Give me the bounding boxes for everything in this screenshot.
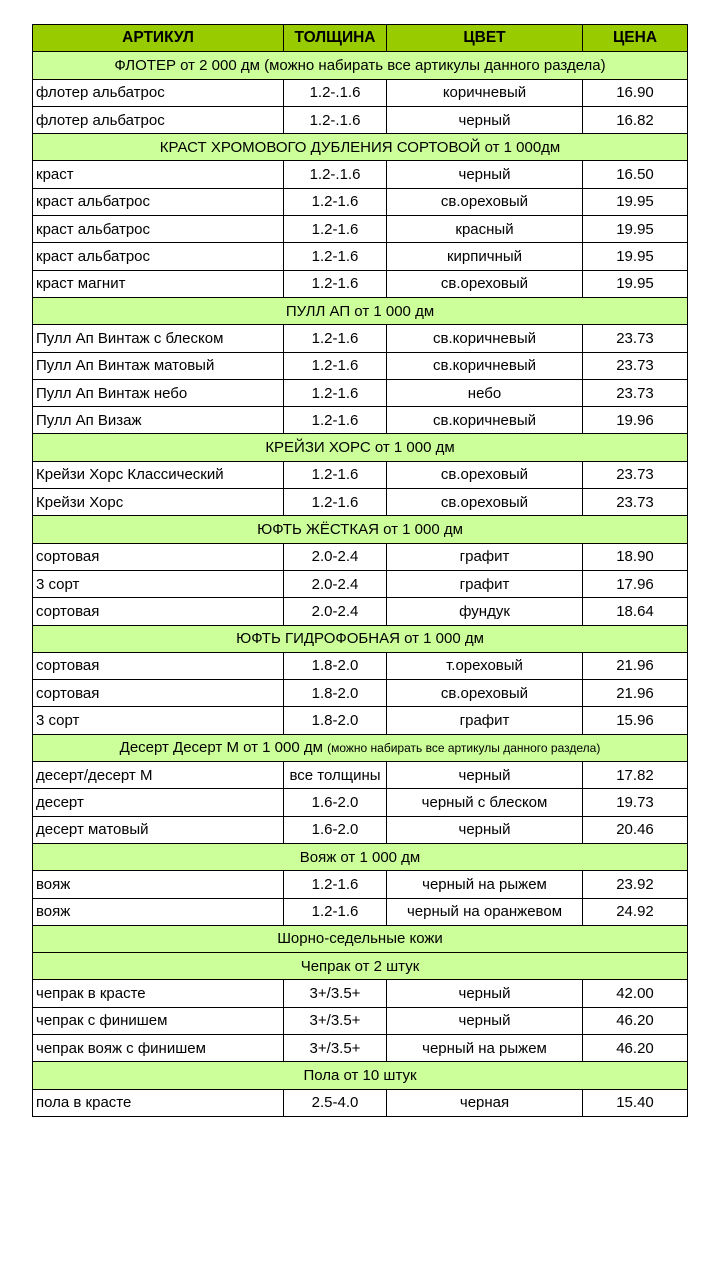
article-cell: краст магнит <box>33 270 284 297</box>
section-title <box>33 843 688 870</box>
price-cell: 23.73 <box>583 325 688 352</box>
price-cell: 17.82 <box>583 762 688 789</box>
thickness-cell: 1.2-1.6 <box>284 407 387 434</box>
section-header-row <box>33 1062 688 1089</box>
table-row <box>33 243 688 270</box>
table-row <box>33 762 688 789</box>
section-header-row <box>33 734 688 761</box>
thickness-cell: 1.2-.1.6 <box>284 161 387 188</box>
thickness-cell: 1.2-1.6 <box>284 379 387 406</box>
price-cell: 21.96 <box>583 652 688 679</box>
color-cell: св.коричневый <box>387 325 583 352</box>
section-header-row <box>33 516 688 543</box>
thickness-cell: 1.2-.1.6 <box>284 79 387 106</box>
thickness-cell: 1.2-1.6 <box>284 898 387 925</box>
section-title <box>33 625 688 652</box>
article-cell: Крейзи Хорс <box>33 489 284 516</box>
price-cell: 23.92 <box>583 871 688 898</box>
color-cell: черная <box>387 1089 583 1116</box>
section-title-text: КРАСТ ХРОМОВОГО ДУБЛЕНИЯ СОРТОВОЙ от 1 000дм <box>159 138 561 156</box>
article-cell: сортовая <box>33 652 284 679</box>
section-title-text: Шорно-седельные кожи <box>277 930 443 948</box>
table-row <box>33 789 688 816</box>
section-title <box>33 734 688 761</box>
thickness-cell: 1.2-.1.6 <box>284 106 387 133</box>
color-cell: св.ореховый <box>387 270 583 297</box>
table-row <box>33 161 688 188</box>
color-cell: черный с блеском <box>387 789 583 816</box>
section-title <box>33 52 688 79</box>
price-cell: 16.82 <box>583 106 688 133</box>
table-row <box>33 1007 688 1034</box>
article-cell: Крейзи Хорс Классический <box>33 461 284 488</box>
color-cell: св.ореховый <box>387 461 583 488</box>
section-title-text: ЮФТЬ ГИДРОФОБНАЯ от 1 000 дм <box>236 630 484 648</box>
color-cell: черный <box>387 1007 583 1034</box>
section-title-text: КРЕЙЗИ ХОРС от 1 000 дм <box>265 439 455 457</box>
article-cell: краст <box>33 161 284 188</box>
section-header-row <box>33 953 688 980</box>
section-title-text: Пола от 10 штук <box>303 1066 417 1084</box>
table-row <box>33 816 688 843</box>
section-header-row <box>33 134 688 161</box>
section-title-text: Вояж от 1 000 дм <box>299 848 421 866</box>
price-cell: 19.95 <box>583 188 688 215</box>
article-cell: вояж <box>33 871 284 898</box>
article-cell: Пулл Ап Винтаж с блеском <box>33 325 284 352</box>
section-title-text: Чепрак от 2 штук <box>300 957 420 975</box>
table-row <box>33 980 688 1007</box>
color-cell: коричневый <box>387 79 583 106</box>
price-cell: 15.96 <box>583 707 688 734</box>
section-header-row <box>33 625 688 652</box>
price-cell: 18.64 <box>583 598 688 625</box>
article-cell: чепрак с финишем <box>33 1007 284 1034</box>
price-cell: 19.96 <box>583 407 688 434</box>
thickness-cell: 1.2-1.6 <box>284 325 387 352</box>
article-cell: флотер альбатрос <box>33 106 284 133</box>
price-cell: 46.20 <box>583 1034 688 1061</box>
article-cell: чепрак вояж с финишем <box>33 1034 284 1061</box>
thickness-cell: 3+/3.5+ <box>284 1007 387 1034</box>
article-cell: флотер альбатрос <box>33 79 284 106</box>
table-row <box>33 1034 688 1061</box>
color-cell: графит <box>387 543 583 570</box>
color-cell: т.ореховый <box>387 652 583 679</box>
price-cell: 19.95 <box>583 270 688 297</box>
color-cell: черный <box>387 980 583 1007</box>
table-row <box>33 570 688 597</box>
thickness-cell: 3+/3.5+ <box>284 980 387 1007</box>
thickness-cell: 1.2-1.6 <box>284 461 387 488</box>
article-cell: десерт <box>33 789 284 816</box>
table-row <box>33 1089 688 1116</box>
article-cell: 3 сорт <box>33 707 284 734</box>
thickness-cell: 1.8-2.0 <box>284 707 387 734</box>
article-cell: чепрак в красте <box>33 980 284 1007</box>
thickness-cell: 1.2-1.6 <box>284 489 387 516</box>
article-cell: краст альбатрос <box>33 188 284 215</box>
section-title <box>33 516 688 543</box>
color-cell: черный на оранжевом <box>387 898 583 925</box>
header-color: ЦВЕТ <box>387 25 583 52</box>
color-cell: черный <box>387 816 583 843</box>
section-title <box>33 297 688 324</box>
price-cell: 16.90 <box>583 79 688 106</box>
thickness-cell: 1.6-2.0 <box>284 816 387 843</box>
section-header-row <box>33 843 688 870</box>
thickness-cell: 1.6-2.0 <box>284 789 387 816</box>
table-row <box>33 543 688 570</box>
table-row <box>33 461 688 488</box>
color-cell: кирпичный <box>387 243 583 270</box>
price-cell: 23.73 <box>583 461 688 488</box>
thickness-cell: 2.0-2.4 <box>284 543 387 570</box>
section-note: (можно набирать все артикулы данного раздела) <box>327 741 601 756</box>
section-title-text: Десерт Десерт М от 1 000 дм <box>119 739 328 757</box>
price-cell: 21.96 <box>583 680 688 707</box>
color-cell: св.ореховый <box>387 489 583 516</box>
table-row <box>33 652 688 679</box>
table-row <box>33 106 688 133</box>
table-row <box>33 898 688 925</box>
price-cell: 19.73 <box>583 789 688 816</box>
thickness-cell: 1.2-1.6 <box>284 352 387 379</box>
price-cell: 19.95 <box>583 243 688 270</box>
article-cell: краст альбатрос <box>33 243 284 270</box>
thickness-cell: 2.0-2.4 <box>284 598 387 625</box>
thickness-cell: 1.8-2.0 <box>284 680 387 707</box>
article-cell: десерт матовый <box>33 816 284 843</box>
section-title <box>33 1062 688 1089</box>
table-row <box>33 871 688 898</box>
thickness-cell: 1.2-1.6 <box>284 270 387 297</box>
table-row <box>33 707 688 734</box>
price-cell: 24.92 <box>583 898 688 925</box>
color-cell: св.ореховый <box>387 680 583 707</box>
table-row <box>33 489 688 516</box>
section-header-row <box>33 297 688 324</box>
section-title <box>33 434 688 461</box>
price-cell: 23.73 <box>583 489 688 516</box>
article-cell: 3 сорт <box>33 570 284 597</box>
price-cell: 17.96 <box>583 570 688 597</box>
section-title <box>33 925 688 952</box>
color-cell: фундук <box>387 598 583 625</box>
color-cell: св.ореховый <box>387 188 583 215</box>
color-cell: черный <box>387 106 583 133</box>
table-row <box>33 270 688 297</box>
table-row <box>33 407 688 434</box>
table-row <box>33 216 688 243</box>
color-cell: св.коричневый <box>387 407 583 434</box>
table-row <box>33 379 688 406</box>
price-cell: 20.46 <box>583 816 688 843</box>
article-cell: краст альбатрос <box>33 216 284 243</box>
header-thickness: ТОЛЩИНА <box>284 25 387 52</box>
thickness-cell: 2.5-4.0 <box>284 1089 387 1116</box>
price-cell: 19.95 <box>583 216 688 243</box>
article-cell: Пулл Ап Визаж <box>33 407 284 434</box>
thickness-cell: все толщины <box>284 762 387 789</box>
table-row <box>33 598 688 625</box>
table-row <box>33 79 688 106</box>
article-cell: пола в красте <box>33 1089 284 1116</box>
color-cell: черный на рыжем <box>387 871 583 898</box>
color-cell: черный <box>387 762 583 789</box>
section-header-row <box>33 52 688 79</box>
thickness-cell: 1.8-2.0 <box>284 652 387 679</box>
section-header-row <box>33 925 688 952</box>
table-row <box>33 325 688 352</box>
color-cell: небо <box>387 379 583 406</box>
section-title-text: ЮФТЬ ЖЁСТКАЯ от 1 000 дм <box>257 520 463 538</box>
section-header-row <box>33 434 688 461</box>
price-cell: 15.40 <box>583 1089 688 1116</box>
section-title <box>33 134 688 161</box>
thickness-cell: 1.2-1.6 <box>284 216 387 243</box>
color-cell: графит <box>387 570 583 597</box>
table-row <box>33 680 688 707</box>
article-cell: вояж <box>33 898 284 925</box>
header-row <box>33 25 688 52</box>
article-cell: десерт/десерт М <box>33 762 284 789</box>
thickness-cell: 1.2-1.6 <box>284 243 387 270</box>
color-cell: графит <box>387 707 583 734</box>
table-row <box>33 352 688 379</box>
thickness-cell: 1.2-1.6 <box>284 188 387 215</box>
thickness-cell: 1.2-1.6 <box>284 871 387 898</box>
price-cell: 23.73 <box>583 379 688 406</box>
color-cell: св.коричневый <box>387 352 583 379</box>
section-title-text: ПУЛЛ АП от 1 000 дм <box>285 302 435 320</box>
article-cell: сортовая <box>33 598 284 625</box>
section-title <box>33 953 688 980</box>
color-cell: черный на рыжем <box>387 1034 583 1061</box>
table-row <box>33 188 688 215</box>
header-price: ЦЕНА <box>583 25 688 52</box>
article-cell: Пулл Ап Винтаж небо <box>33 379 284 406</box>
color-cell: красный <box>387 216 583 243</box>
section-title-text: ФЛОТЕР от 2 000 дм (можно набирать все артикулы данного раздела) <box>114 56 606 74</box>
thickness-cell: 2.0-2.4 <box>284 570 387 597</box>
price-cell: 16.50 <box>583 161 688 188</box>
article-cell: сортовая <box>33 543 284 570</box>
price-table <box>32 24 688 1117</box>
article-cell: Пулл Ап Винтаж матовый <box>33 352 284 379</box>
price-cell: 42.00 <box>583 980 688 1007</box>
price-cell: 18.90 <box>583 543 688 570</box>
table-body <box>33 52 688 1117</box>
color-cell: черный <box>387 161 583 188</box>
header-article: АРТИКУЛ <box>33 25 284 52</box>
article-cell: сортовая <box>33 680 284 707</box>
price-cell: 46.20 <box>583 1007 688 1034</box>
price-cell: 23.73 <box>583 352 688 379</box>
thickness-cell: 3+/3.5+ <box>284 1034 387 1061</box>
